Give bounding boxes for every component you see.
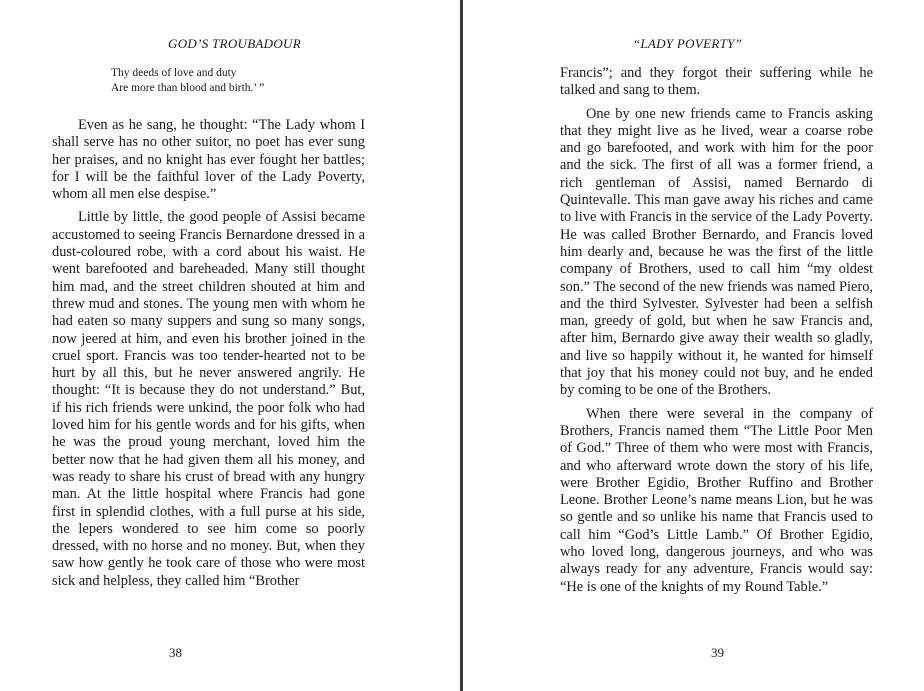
verse-line: Are more than blood and birth.’ ” [111,82,265,94]
left-running-head: GOD’S TROUBADOUR [168,36,301,51]
paragraph: One by one new friends came to Francis asking that they might live as he lived, wear a coarse robe and go barefooted, and work with him for the poor and the sick. The first of all was a former friend, a rich gentleman of Assisi, named Bernardo di Quintevalle. This man gave away his riches and came to live with Francis in the service of the Lady Poverty. He was called Brother Bernardo, and Francis loved him dearly and, because he was the first of the little company of Brothers, used to call him “my oldest son.” The second of the new friends was named Piero, and the third Sylvester. Sylvester had been a selfish man, greedy of gold, but when he saw Francis and, after him, Bernardo give away their wealth so gladly, and live so happily without it, he wanted for himself that joy that his money could not buy, and he ended by coming to be one of the Brothers. [560,105,873,399]
left-page [0,0,461,691]
right-running-head: “LADY POVERTY” [632,36,743,51]
verse-quote [111,66,264,96]
paragraph: Even as he sang, he thought: “The Lady whom I shall serve has no other suitor, no poet has ever sung her praises, and no knight has ever fought her battles; for I will be the faithful lover of the Lady Poverty, whom all men else despise.” [52,117,365,203]
right-body-text [560,65,873,602]
verse-line: Thy deeds of love and duty [111,67,237,79]
right-page-number: 39 [711,645,724,660]
left-body-text [52,117,365,596]
paragraph: Little by little, the good people of Assisi became accustomed to seeing Francis Bernardone dressed in a dust-coloured robe, with a cord about his waist. He went barefooted and bareheaded. Many still thought him mad, and the street children shouted at him and threw mud and stones. The young men with whom he had eaten so many suppers and sung so many songs, now jeered at him, and even his brother joined in the cruel sport. Francis was too tender-hearted not to be hurt by all this, but he never answered angrily. He thought: “It is because they do not understand.” But, if his rich friends were unkind, the poor folk who had loved him for his gentle words and for his gifts, when he was the proud young merchant, loved him the better now that he had given them all his money, and was ready to share his crust of bread with any hungry man. At the little hospital where Francis had gone first in splendid clothes, with a full purse at his side, the lepers wondered to see him come so poorly dressed, with no horse and no money. But, when they saw how gently he took care of those who were most sick and helpless, they called him “Brother [52,209,365,589]
right-page [463,0,924,691]
paragraph: When there were several in the company of Brothers, Francis named them “The Little Poor Men of God.” Three of them who were most with Francis, and who afterward wrote down the story of his life, were Brother Egidio, Brother Ruffino and Brother Leone. Brother Leone’s name means Lion, but he was so gentle and so unlike his name that Francis used to call him “God’s Little Lamb.” Of Brother Egidio, who loved long, dangerous journeys, and who was always ready for any adventure, Francis would say: “He is one of the knights of my Round Table.” [560,405,873,595]
left-page-number: 38 [169,645,182,660]
paragraph: Francis”; and they forgot their suffering while he talked and sang to them. [560,65,873,99]
